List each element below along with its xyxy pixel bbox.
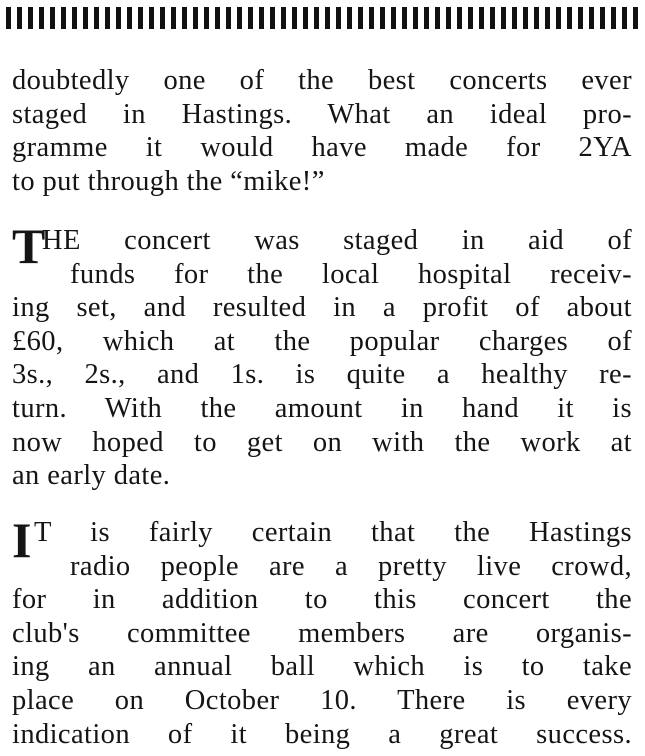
text-line: radio people are a pretty live crowd, xyxy=(70,550,632,582)
text-line: club's committee members are organis- xyxy=(12,617,632,649)
paragraph-2 xyxy=(12,218,632,493)
text-line: to put through the “mike!” xyxy=(12,165,325,197)
text-line: ing an annual ball which is to take xyxy=(12,651,632,683)
text-line: indication of it being a great success. xyxy=(12,718,632,750)
text-line: HE concert was staged in aid of xyxy=(42,225,632,256)
text-line: an early date. xyxy=(12,460,171,492)
text-line: for in addition to this concert the xyxy=(12,584,632,616)
text-line: funds for the local hospital receiv- xyxy=(70,258,632,290)
paragraph-1 xyxy=(12,64,632,198)
text-line: ing set, and resulted in a profit of about xyxy=(12,292,632,324)
text-line: doubtedly one of the best concerts ever xyxy=(12,65,632,96)
decorative-top-rule xyxy=(6,7,638,29)
paragraph-3 xyxy=(12,512,632,751)
text-line: £60, which at the popular charges of xyxy=(12,325,632,357)
drop-cap: I xyxy=(12,512,32,568)
text-line: T is fairly certain that the Hastings xyxy=(34,517,632,548)
text-line: now hoped to get on with the work at xyxy=(12,426,632,458)
text-line: staged in Hastings. What an ideal pro- xyxy=(12,98,632,130)
text-line: gramme it would have made for 2YA xyxy=(12,132,632,164)
drop-cap: T xyxy=(12,218,46,274)
text-line: 3s., 2s., and 1s. is quite a healthy re- xyxy=(12,359,632,391)
text-line: place on October 10. There is every xyxy=(12,684,632,716)
text-line: turn. With the amount in hand it is xyxy=(12,392,632,424)
